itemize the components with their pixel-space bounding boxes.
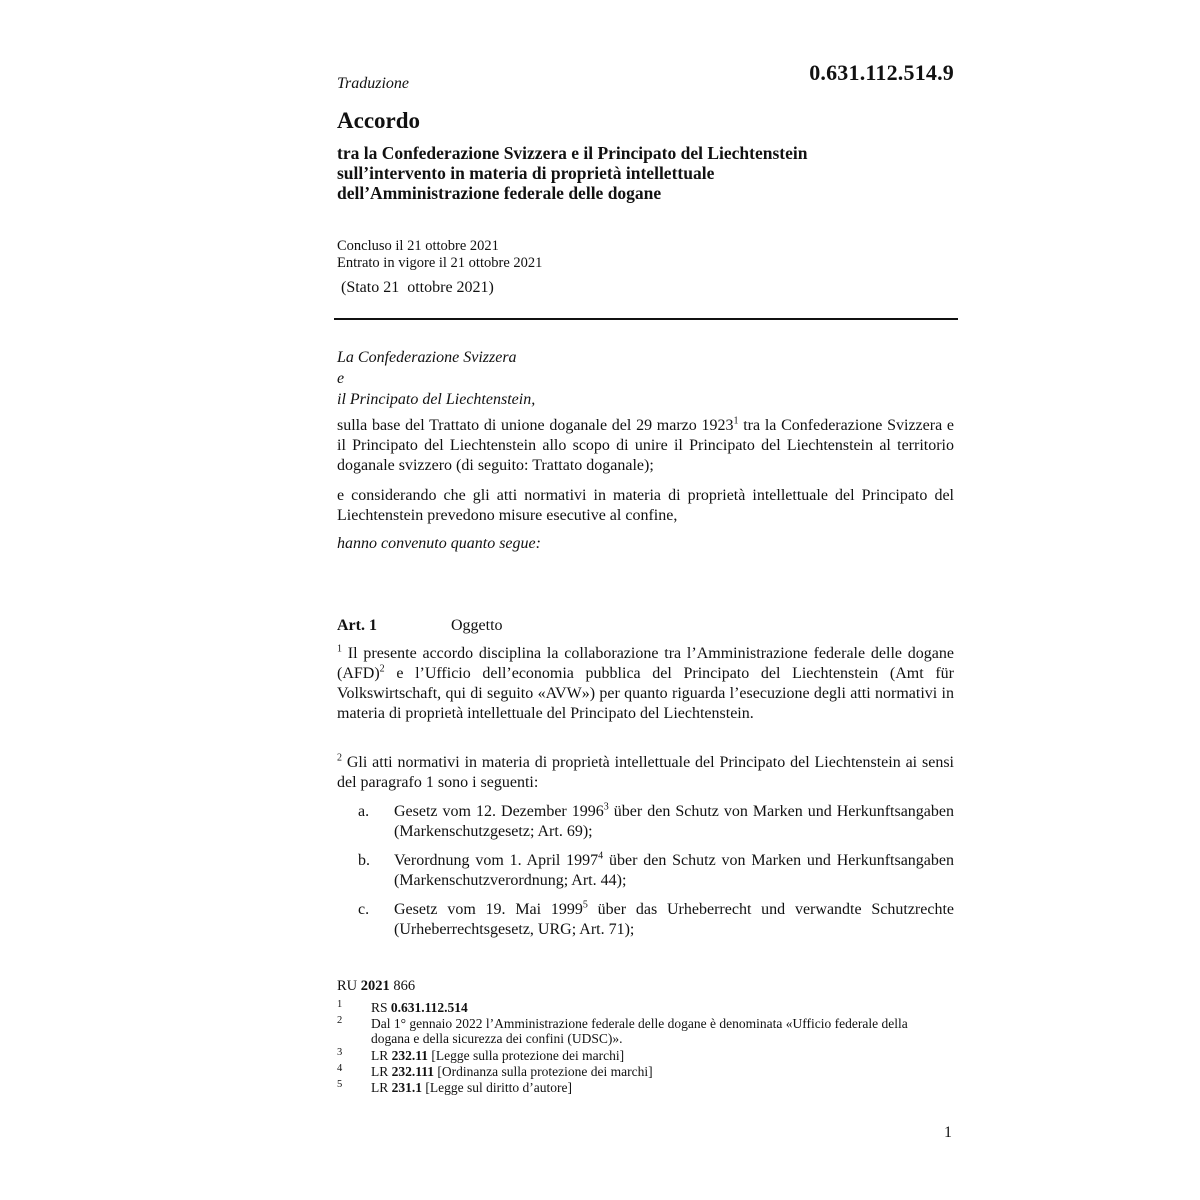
considerando-1-text-cont: tra la Confederazione Svizzera e il Principato del Liechtenstein allo scopo di unire il Principato del Liechtenstein al territorio doganale svizzero (di seguito: Trattato doganale); [337, 417, 955, 474]
list-item [337, 851, 954, 893]
footnote [337, 1000, 937, 1016]
list-text-part: Verordnung vom 1. April 1997 [394, 852, 599, 869]
footnote [337, 1048, 937, 1064]
list-text [394, 900, 954, 940]
footnote-prefix: LR [371, 1048, 392, 1063]
footnote-number: 1 [337, 999, 343, 1010]
footnote-prefix: LR [371, 1080, 392, 1095]
footnote-number: 5 [337, 1079, 343, 1090]
list-text-part: über den Schutz von Marken und Herkunftsangaben (Markenschutzverordnung; Art. 44); [394, 852, 955, 889]
document-title: Accordo [337, 108, 421, 133]
paragraph-text: Il presente accordo disciplina la collaborazione tra l’Amministrazione federale delle dogane (AFD) [337, 645, 954, 682]
document-subtitle [337, 143, 957, 203]
article-title: Oggetto [451, 617, 503, 634]
footnote-number: 3 [337, 1047, 343, 1058]
footnote-bold: 0.631.112.514 [390, 1000, 468, 1015]
footnote-ref: 3 [603, 801, 609, 813]
list-text-part: über das Urheberrecht und verwandte Schutzrechte (Urheberrechtsgesetz, URG; Art. 71); [394, 901, 955, 938]
footnote-ref: 1 [733, 415, 739, 427]
footnote-prefix: RS [371, 1000, 391, 1015]
footnote-bold: 231.1 [391, 1080, 423, 1095]
footnote [337, 1080, 937, 1096]
list-text-part: Gesetz vom 12. Dezember 1996 [394, 803, 604, 820]
article-paragraph-2 [337, 753, 954, 793]
ru-prefix: RU [337, 978, 361, 994]
document-dates [337, 238, 542, 272]
article-label: Art. 1 [337, 617, 377, 634]
translation-label: Traduzione [337, 75, 410, 92]
list-text [394, 802, 954, 842]
footnote-text [371, 1000, 937, 1015]
agreed-clause: hanno convenuto quanto segue: [337, 535, 541, 552]
footnote-number: 2 [337, 1015, 343, 1026]
ru-page: 866 [389, 978, 416, 994]
list-letter: b. [358, 852, 370, 869]
considerando-1-text: sulla base del Trattato di unione doganale del 29 marzo 1923 [337, 417, 734, 434]
header-divider [334, 318, 958, 320]
footnote-text [371, 1048, 937, 1063]
concluded-date: Concluso il 21 ottobre 2021 [337, 238, 499, 254]
list-item [337, 802, 954, 844]
footnote-bold: 232.11 [391, 1048, 429, 1063]
paragraph-text: Gli atti normativi in materia di proprietà intellettuale del Principato del Liechtenstein ai sensi del paragrafo 1 sono i seguenti: [337, 754, 954, 791]
article-paragraph-1 [337, 644, 954, 724]
in-force-date: Entrato in vigore il 21 ottobre 2021 [337, 255, 543, 271]
footnote-ref: 2 [379, 663, 385, 675]
parties-line-1: La Confederazione Svizzera [337, 349, 517, 366]
footnote-ref: 5 [582, 899, 588, 911]
subtitle-line: sull’intervento in materia di proprietà intellettuale [337, 163, 715, 183]
list-letter: a. [358, 803, 370, 820]
footnote-text [371, 1080, 937, 1095]
considerando-1 [337, 416, 954, 476]
list-text [394, 851, 954, 891]
footnote-rest: [Legge sul diritto d’autore] [422, 1080, 572, 1095]
footnote-ref: 4 [598, 850, 604, 862]
sr-number: 0.631.112.514.9 [809, 60, 954, 85]
ru-year: 2021 [360, 978, 390, 994]
list-letter: c. [358, 901, 370, 918]
status-date: (Stato 21 ottobre 2021) [341, 279, 494, 296]
footnote [337, 1016, 937, 1047]
paragraph-number: 1 [337, 643, 342, 655]
parties-line-2: e [337, 370, 345, 387]
paragraph-number: 2 [337, 752, 342, 764]
footnote-rest: [Ordinanza sulla protezione dei marchi] [434, 1064, 653, 1079]
considerando-2: e considerando che gli atti normativi in materia di proprietà intellettuale del Principato del Liechtenstein prevedono misure esecutive al confine, [337, 487, 954, 524]
footnote-text: Dal 1° gennaio 2022 l’Amministrazione federale delle dogane è denominata «Ufficio federale della dogana e della sicurezza dei confini (UDSC)». [371, 1016, 908, 1046]
page-number: 1 [944, 1124, 952, 1141]
subtitle-line: dell’Amministrazione federale delle dogane [337, 183, 662, 203]
footnote-rest: [Legge sulla protezione dei marchi] [428, 1048, 625, 1063]
list-item [337, 900, 954, 942]
ru-reference [337, 978, 415, 995]
paragraph-text-cont: e l’Ufficio dell’economia pubblica del Principato del Liechtenstein (Amt für Volkswirtschaft, qui di seguito «AVW») per quanto riguarda l’esecuzione degli atti normativi in materia di proprietà intellettuale del Principato del Liechtenstein. [337, 665, 954, 722]
footnote-number: 4 [337, 1063, 343, 1074]
footnote [337, 1064, 937, 1080]
footnote-bold: 232.111 [391, 1064, 435, 1079]
list-text-part: über den Schutz von Marken und Herkunftsangaben (Markenschutzgesetz; Art. 69); [394, 803, 955, 840]
footnote-text [371, 1064, 937, 1079]
parties-line-3: il Principato del Liechtenstein, [337, 391, 536, 408]
subtitle-line: tra la Confederazione Svizzera e il Principato del Liechtenstein [337, 143, 808, 163]
footnote-prefix: LR [371, 1064, 392, 1079]
list-text-part: Gesetz vom 19. Mai 1999 [394, 901, 583, 918]
